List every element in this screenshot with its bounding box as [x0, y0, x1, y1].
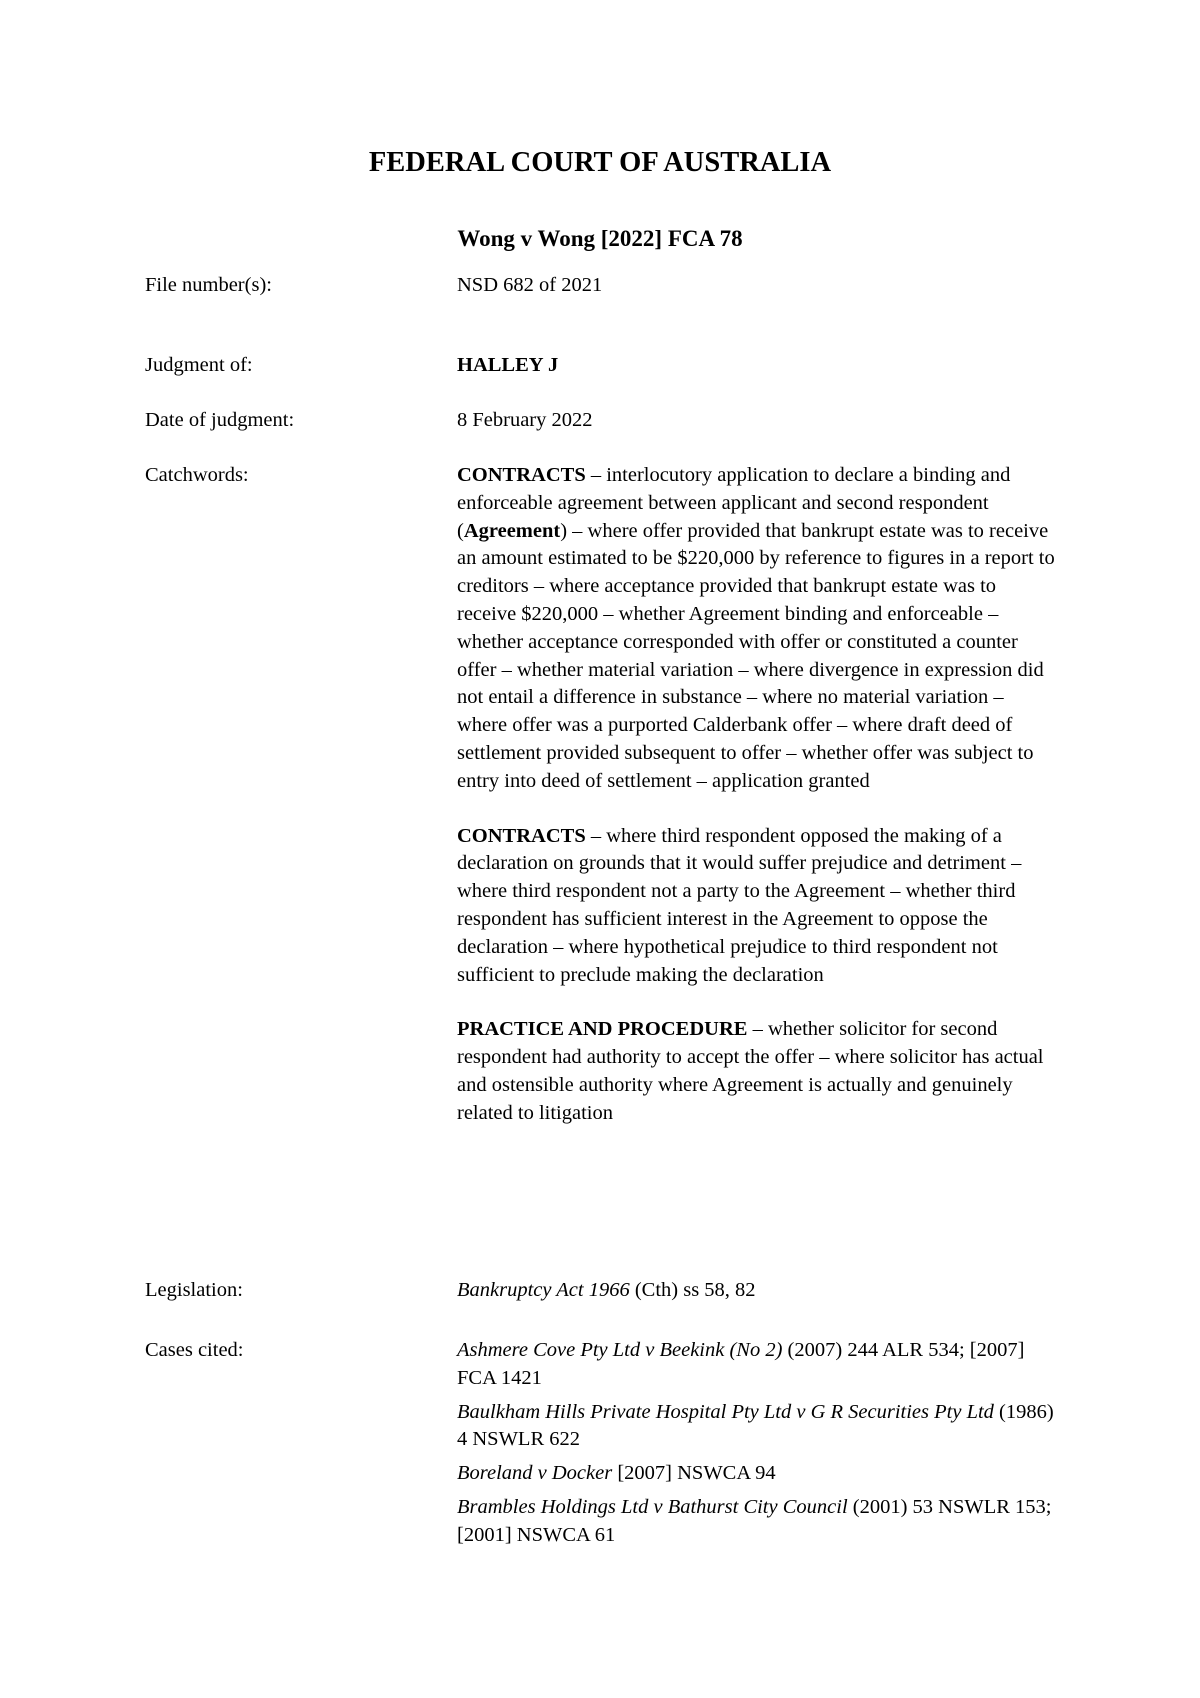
date-label: Date of judgment: — [145, 409, 295, 431]
catchwords-label: Catchwords: — [145, 464, 249, 486]
judge-name: HALLEY J — [457, 354, 559, 376]
case-citation: [2007] NSWCA 94 — [612, 1462, 776, 1485]
defined-term: Agreement — [463, 519, 561, 542]
case-item — [457, 1494, 1057, 1550]
catchword-paragraph — [457, 462, 1057, 796]
case-name: Baulkham Hills Private Hospital Pty Ltd v G R Securities Pty Ltd — [457, 1400, 994, 1423]
legislation-label: Legislation: — [145, 1279, 243, 1301]
legislation-value — [457, 1277, 1057, 1305]
catchword-heading: CONTRACTS — [457, 824, 586, 847]
act-name: Bankruptcy Act 1966 — [457, 1279, 630, 1301]
catchword-heading: CONTRACTS — [457, 464, 586, 486]
cases-cited-list — [457, 1337, 1057, 1550]
catchword-paragraph — [457, 1016, 1057, 1127]
case-name: Ashmere Cove Pty Ltd v Beekink (No 2) — [457, 1339, 783, 1361]
case-name: Brambles Holdings Ltd v Bathurst City Council — [457, 1495, 848, 1518]
catchwords-value — [457, 462, 1057, 1128]
catchword-text: – interlocutory application to declare a binding and enforceable agreement between applicant and second respondent ( — [457, 464, 1011, 542]
case-title: Wong v Wong [2022] FCA 78 — [457, 226, 743, 251]
case-item — [457, 1460, 1057, 1488]
catchword-paragraph — [457, 823, 1057, 990]
file-number-label: File number(s): — [145, 274, 272, 296]
date-value: 8 February 2022 — [457, 409, 593, 431]
catchword-text: – whether solicitor for second respondent had authority to accept the offer – where solicitor has actual and ostensible authority where Agreement is actually and genuinely related to litigation — [457, 1018, 1044, 1124]
case-item — [457, 1337, 1057, 1393]
catchword-text: ) – where offer provided that bankrupt estate was to receive an amount estimated to be $220,000 by reference to figures in a report to creditors – where acceptance provided that bankrupt estate was to receive $220,000 – whether Agreement binding and enforceable – whether acceptance corresponded with offer or constituted a counter offer – whether material variation – where divergence in expression did not entail a difference in substance – where no material variation – where offer was a purported Calderbank offer – where draft deed of settlement provided subsequent to offer – whether offer was subject to entry into deed of settlement – application granted — [457, 519, 1055, 792]
case-item — [457, 1399, 1057, 1455]
case-name: Boreland v Docker — [457, 1462, 613, 1485]
cases-cited-label: Cases cited: — [145, 1339, 244, 1361]
act-sections: (Cth) ss 58, 82 — [629, 1279, 756, 1301]
judgment-of-label: Judgment of: — [145, 354, 253, 376]
case-citation: (2001) 53 NSWLR 153; [2001] NSWCA 61 — [457, 1495, 1052, 1546]
catchword-text: – where third respondent opposed the making of a declaration on grounds that it would suffer prejudice and detriment – where third respondent not a party to the Agreement – whether third respondent has sufficient interest in the Agreement to oppose the declaration – where hypothetical prejudice to third respondent not sufficient to preclude making the declaration — [457, 824, 1022, 986]
catchword-heading: PRACTICE AND PROCEDURE — [457, 1018, 748, 1041]
case-citation: (1986) 4 NSWLR 622 — [457, 1400, 1054, 1451]
court-title: FEDERAL COURT OF AUSTRALIA — [368, 147, 832, 178]
file-number-value: NSD 682 of 2021 — [457, 274, 603, 296]
case-citation: (2007) 244 ALR 534; [2007] FCA 1421 — [457, 1339, 1025, 1389]
